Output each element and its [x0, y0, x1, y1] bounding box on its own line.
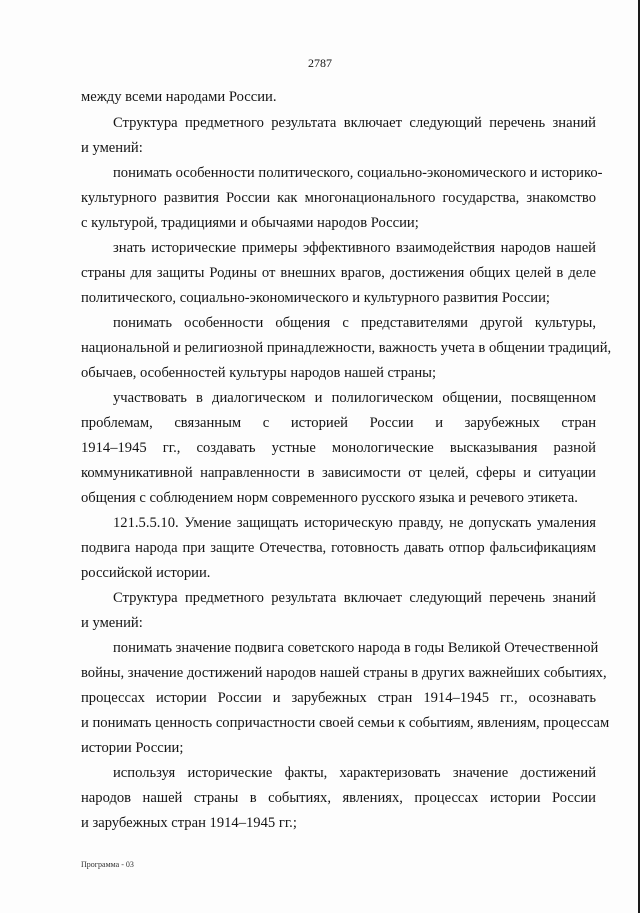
- page-number: 2787: [308, 56, 332, 70]
- text-line: российской истории.: [81, 565, 211, 581]
- text-line: проблемам, связанным с историей России и зарубежных стран: [81, 415, 596, 431]
- text-line: обычаев, особенностей культуры народов нашей страны;: [81, 365, 437, 381]
- text-line: 121.5.5.10. Умение защищать историческую правду, не допускать умаления: [113, 515, 596, 531]
- text-line: национальной и религиозной принадлежности, важность учета в общении традиций,: [81, 340, 612, 356]
- text-line: понимать особенности общения с представителями другой культуры,: [113, 315, 596, 331]
- text-line: народов нашей страны в событиях, явлениях, процессах истории России: [81, 790, 596, 806]
- text-line: Структура предметного результата включает следующий перечень знаний: [113, 115, 596, 131]
- text-line: политического, социально-экономического и культурного развития России;: [81, 290, 550, 306]
- text-line: общения с соблюдением норм современного русского языка и речевого этикета.: [81, 490, 578, 506]
- text-line: истории России;: [81, 740, 184, 756]
- text-line: культурного развития России как многонационального государства, знакомство: [81, 190, 596, 206]
- text-line: и зарубежных стран 1914–1945 гг.;: [81, 815, 297, 831]
- text-line: страны для защиты Родины от внешних врагов, достижения общих целей в деле: [81, 265, 596, 281]
- text-line: и понимать ценность сопричастности своей семьи к событиям, явлениям, процессам: [81, 715, 610, 731]
- text-line: понимать особенности политического, социально-экономического и историко-: [113, 165, 603, 181]
- text-line: процессах истории России и зарубежных стран 1914–1945 гг., осознавать: [81, 690, 596, 706]
- text-line: используя исторические факты, характеризовать значение достижений: [113, 765, 596, 781]
- text-line: коммуникативной направленности в зависимости от целей, сферы и ситуации: [81, 465, 596, 481]
- text-line: знать исторические примеры эффективного взаимодействия народов нашей: [113, 240, 596, 256]
- text-line: 1914–1945 гг., создавать устные монологические высказывания разной: [81, 440, 596, 456]
- footer-note: Программа - 03: [81, 860, 134, 869]
- text-line: между всеми народами России.: [81, 89, 277, 105]
- text-line: понимать значение подвига советского народа в годы Великой Отечественной: [113, 640, 599, 656]
- text-line: войны, значение достижений народов нашей страны в других важнейших событиях,: [81, 665, 607, 681]
- text-line: с культурой, традициями и обычаями народов России;: [81, 215, 419, 231]
- text-line: Структура предметного результата включает следующий перечень знаний: [113, 590, 596, 606]
- text-line: и умений:: [81, 140, 143, 156]
- text-line: подвига народа при защите Отечества, готовность давать отпор фальсификациям: [81, 540, 596, 556]
- text-line: участвовать в диалогическом и полилогическом общении, посвященном: [113, 390, 596, 406]
- text-line: и умений:: [81, 615, 143, 631]
